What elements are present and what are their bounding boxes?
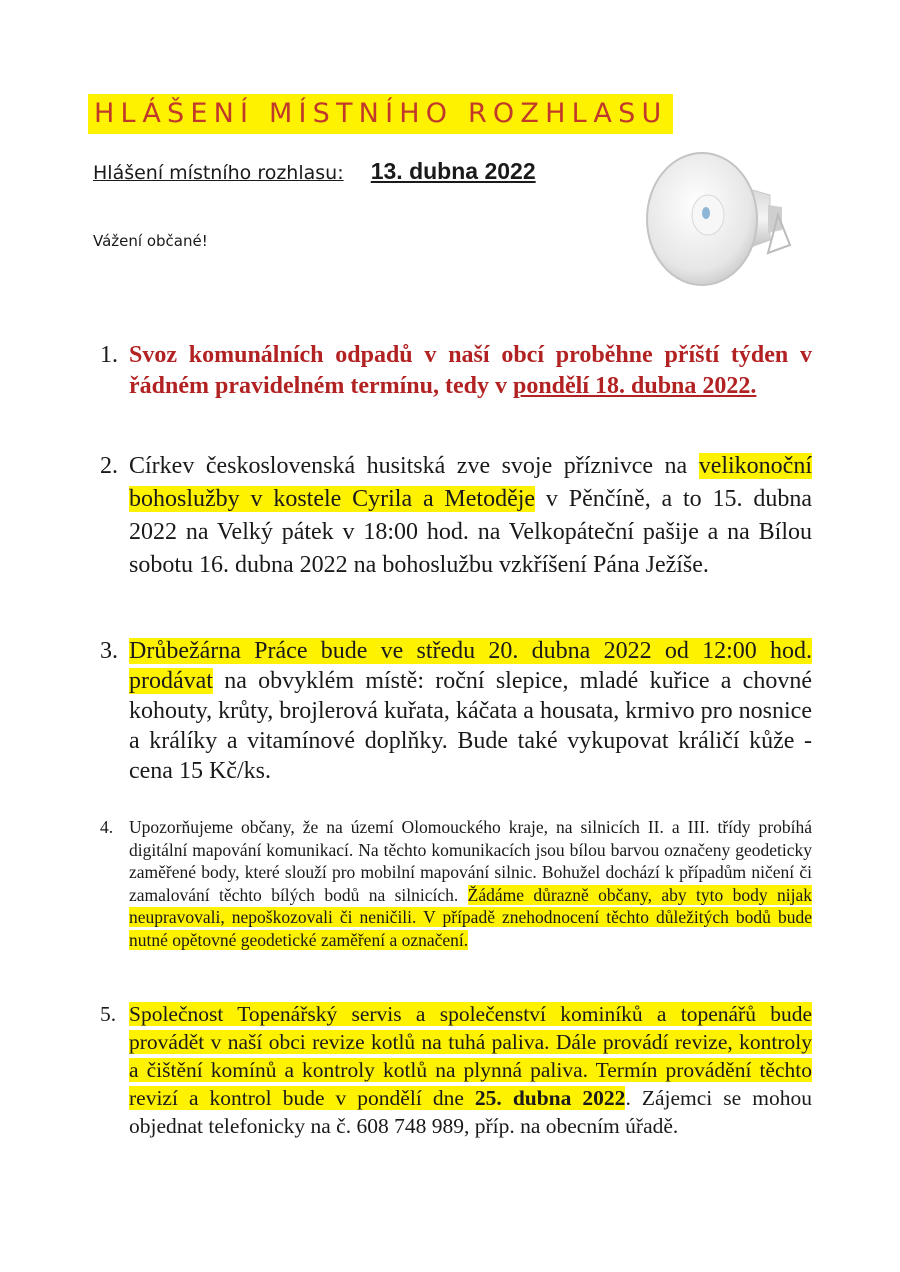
item-text-part: na obvyklém místě (212, 668, 418, 694)
item-number: 3. (100, 638, 118, 664)
item-number: 1. (100, 342, 118, 368)
item-text-part: v Pěnčíně, a to 15. dubna 2022 na Velký pátek v 18:00 hod. na Velkopáteční pašije a na Bílou sobotu 16. dubna 2022 na bohoslužbu vzkříšení Pána Ježíše. (129, 486, 812, 578)
highlighted-text: Drůbežárna Práce bude ve středu 20. dubna 2022 od 12:00 hod. prodávat (129, 638, 812, 694)
loudspeaker-icon (640, 145, 810, 305)
page-title: HLÁŠENÍ MÍSTNÍHO ROZHLASU (88, 94, 673, 134)
item-number: 5. (100, 1002, 117, 1026)
item-text-part: . Zájemci se mohou objednat telefonicky na č. 608 748 989, příp. na obecním úřadě. (129, 1086, 812, 1138)
list-item (100, 636, 812, 786)
date-label: Hlášení místního rozhlasu: (93, 162, 344, 184)
item-text-part: Církev československá husitská zve svoje příznivce na (129, 453, 699, 479)
item-text-part: : roční slepice, mladé kuřice a chovné kohouty, krůty, brojlerová kuřata, káčata a housata, krmivo pro nosnice a králíky a vitamínové doplňky. Bude také vykupovat králičí kůže - cena 15 Kč/ks. (129, 668, 812, 784)
item-text-part: Upozorňujeme občany, že na území Olomouckého kraje, na silnicích II. a III. třídy probíhá digitální mapování komunikací. Na těchto komunikacích jsou bílou barvou označeny geodeticky zaměřené body, které slouží pro mobilní mapování silnic. Bohužel dochází k případům ničení či zamalování těchto bílých bodů na silnicích. (129, 817, 812, 905)
list-item (100, 816, 812, 951)
item-number: 2. (100, 453, 118, 479)
item-text-part: Svoz komunálních odpadů v naší obcí proběhne příští týden v řádném pravidelném termínu, tedy v (129, 342, 812, 399)
item-text (129, 1000, 812, 1140)
item-text (129, 340, 812, 402)
highlighted-date: 25. dubna 2022 (474, 1086, 626, 1110)
item-date: pondělí 18. dubna 2022. (512, 373, 757, 399)
item-number: 4. (100, 817, 114, 837)
highlighted-text: Žádáme důrazně občany, aby tyto body nijak neupravovali, nepoškozovali či neničili. V případě znehodnocení těchto důležitých bodů bude nutné opětovné geodetické zaměření a označení. (129, 884, 812, 950)
highlighted-text: Společnost Topenářský servis a společenství kominíků a topenářů bude provádět v naší obci revize kotlů na tuhá paliva. Dále provádí revize, kontroly a čištění komínů a kontroly kotlů na plynná paliva. Termín provádění těchto revizí a kontrol bude v pondělí dne (129, 1002, 812, 1110)
highlighted-text: velikonoční bohoslužby v kostele Cyrila a Metoděje (129, 453, 812, 512)
list-item (100, 450, 812, 582)
item-text (129, 636, 812, 786)
greeting: Vážení občané! (93, 232, 208, 250)
item-text (129, 816, 812, 951)
list-item (100, 340, 812, 402)
announcement-date-line (93, 158, 536, 185)
item-text (129, 450, 812, 582)
list-item (100, 1000, 812, 1140)
date-value: 13. dubna 2022 (370, 158, 536, 184)
